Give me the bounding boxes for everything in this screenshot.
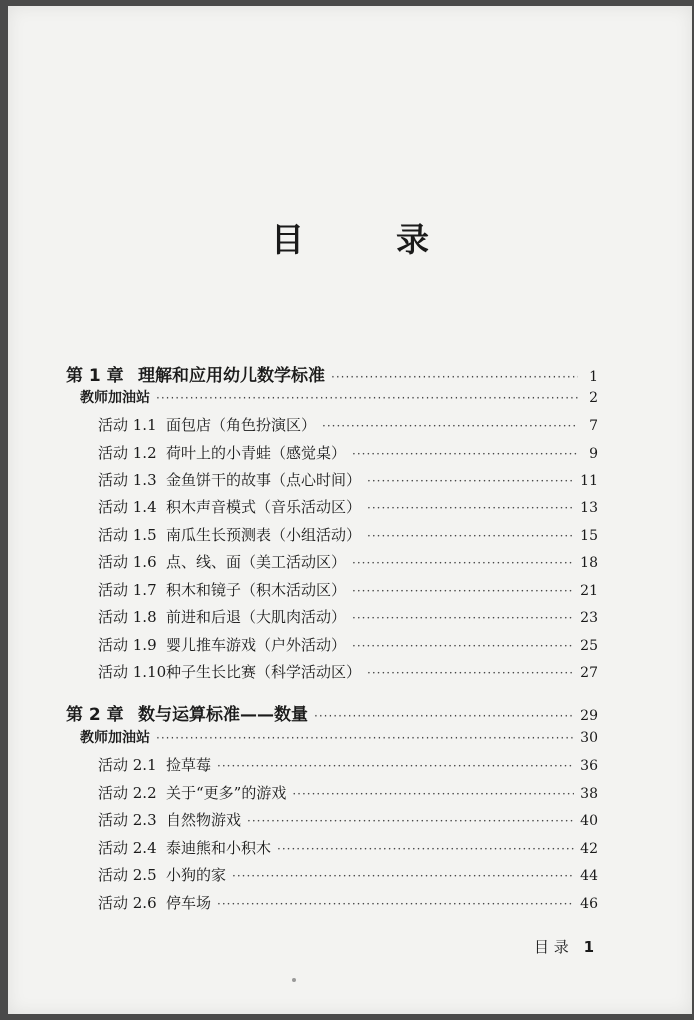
dot-leader [352, 447, 578, 461]
dot-leader [352, 611, 574, 625]
toc-entry-title: 荷叶上的小青蛙（感觉桌） [166, 444, 347, 462]
toc-page-number: 30 [580, 730, 598, 746]
toc-chapter-row[interactable] [66, 700, 598, 725]
toc-page-number: 36 [580, 758, 598, 774]
toc-entry-title: 捡草莓 [166, 756, 212, 774]
toc-entry-number: 活动 1.5 [98, 526, 157, 544]
toc-entry-title: 前进和后退（大肌肉活动） [166, 608, 347, 626]
toc-activity-row[interactable] [98, 634, 598, 655]
dot-leader [367, 501, 574, 515]
toc-chapter-row[interactable] [66, 361, 598, 386]
toc-activity-row[interactable] [98, 579, 598, 600]
toc-entry-number: 活动 1.8 [98, 608, 157, 626]
toc-entry-number: 活动 1.6 [98, 553, 157, 571]
dot-leader [322, 419, 578, 433]
dot-leader [217, 759, 574, 773]
dot-leader [247, 814, 574, 828]
toc-page-number: 9 [589, 446, 598, 462]
toc-entry-title: 自然物游戏 [166, 811, 242, 829]
toc-entry-number: 活动 1.7 [98, 581, 157, 599]
toc-entry-number: 活动 1.4 [98, 498, 157, 516]
toc-entry-number: 第 2 章 [66, 705, 124, 725]
toc-page-number: 18 [580, 555, 598, 571]
toc-activity-row[interactable] [98, 469, 598, 490]
toc-entry-title: 小狗的家 [166, 866, 227, 884]
toc-page-number: 7 [589, 418, 598, 434]
dot-leader [352, 639, 574, 653]
toc-entry-title: 金鱼饼干的故事（点心时间） [166, 471, 362, 489]
toc-entry-title: 数与运算标准——数量 [138, 705, 308, 725]
dot-leader [156, 731, 574, 745]
toc-page-number: 42 [580, 841, 598, 857]
toc-activity-row[interactable] [98, 551, 598, 572]
toc-page-number: 1 [589, 369, 598, 385]
toc-entry-number: 第 1 章 [66, 366, 124, 386]
table-of-contents [8, 6, 692, 1014]
toc-entry-number: 活动 1.9 [98, 636, 157, 654]
toc-page-number: 40 [580, 813, 598, 829]
page-title: 目录 [271, 220, 521, 259]
toc-activity-row[interactable] [98, 414, 598, 435]
dot-leader [352, 556, 574, 570]
toc-entry-title: 积木和镜子（积木活动区） [166, 581, 347, 599]
toc-page-number: 15 [580, 528, 598, 544]
dot-leader [292, 787, 574, 801]
dot-leader [314, 709, 574, 723]
toc-entry-title: 南瓜生长预测表（小组活动） [166, 526, 362, 544]
toc-page-number: 44 [580, 868, 598, 884]
dot-leader [352, 584, 574, 598]
toc-entry-title: 教师加油站 [80, 390, 150, 406]
toc-entry-title: 点、线、面（美工活动区） [166, 553, 347, 571]
toc-entry-number: 活动 1.2 [98, 444, 157, 462]
dot-leader [232, 869, 574, 883]
toc-section-row[interactable] [80, 387, 598, 407]
toc-section-row[interactable] [80, 727, 598, 747]
toc-page-number: 27 [580, 665, 598, 681]
toc-entry-number: 活动 2.3 [98, 811, 157, 829]
toc-entry-number: 活动 2.6 [98, 894, 157, 912]
toc-page-number: 29 [580, 708, 598, 724]
toc-page-number: 25 [580, 638, 598, 654]
dot-leader [331, 370, 578, 384]
page-footer [534, 936, 594, 957]
toc-page-number: 23 [580, 610, 598, 626]
footer-label: 目 录 [534, 938, 569, 956]
toc-activity-row[interactable] [98, 524, 598, 545]
toc-activity-row[interactable] [98, 782, 598, 803]
toc-entry-title: 面包店（角色扮演区） [166, 416, 317, 434]
toc-entry-number: 活动 2.1 [98, 756, 157, 774]
dot-leader [217, 897, 574, 911]
toc-entry-number: 活动 1.10 [98, 663, 167, 681]
toc-entry-number: 活动 2.4 [98, 839, 157, 857]
toc-activity-row[interactable] [98, 661, 598, 682]
toc-entry-number: 活动 2.5 [98, 866, 157, 884]
toc-entry-title: 积木声音模式（音乐活动区） [166, 498, 362, 516]
toc-activity-row[interactable] [98, 892, 598, 913]
toc-activity-row[interactable] [98, 442, 598, 463]
toc-entry-title: 婴儿推车游戏（户外活动） [166, 636, 347, 654]
toc-entry-title: 理解和应用幼儿数学标准 [138, 366, 325, 386]
dot-leader [277, 842, 574, 856]
toc-page-number: 46 [580, 896, 598, 912]
toc-page-number: 21 [580, 583, 598, 599]
toc-entry-number: 活动 1.1 [98, 416, 157, 434]
footer-page-number: 1 [583, 938, 594, 956]
toc-page-number: 2 [589, 390, 598, 406]
document-page [8, 6, 692, 1014]
toc-activity-row[interactable] [98, 837, 598, 858]
toc-entry-title: 教师加油站 [80, 730, 150, 746]
toc-entry-number: 活动 1.3 [98, 471, 157, 489]
toc-activity-row[interactable] [98, 864, 598, 885]
toc-entry-title: 种子生长比赛（科学活动区） [166, 663, 362, 681]
toc-entry-number: 活动 2.2 [98, 784, 157, 802]
toc-entry-title: 关于“更多”的游戏 [166, 784, 287, 802]
toc-page-number: 38 [580, 786, 598, 802]
dot-leader [367, 529, 574, 543]
toc-activity-row[interactable] [98, 606, 598, 627]
toc-entry-title: 停车场 [166, 894, 212, 912]
toc-activity-row[interactable] [98, 496, 598, 517]
toc-entry-title: 泰迪熊和小积木 [166, 839, 272, 857]
toc-activity-row[interactable] [98, 754, 598, 775]
dot-leader [367, 666, 574, 680]
toc-page-number: 13 [580, 500, 598, 516]
dot-leader [156, 391, 578, 405]
page-mark [292, 978, 296, 982]
toc-page-number: 11 [580, 473, 598, 489]
toc-activity-row[interactable] [98, 809, 598, 830]
dot-leader [367, 474, 574, 488]
